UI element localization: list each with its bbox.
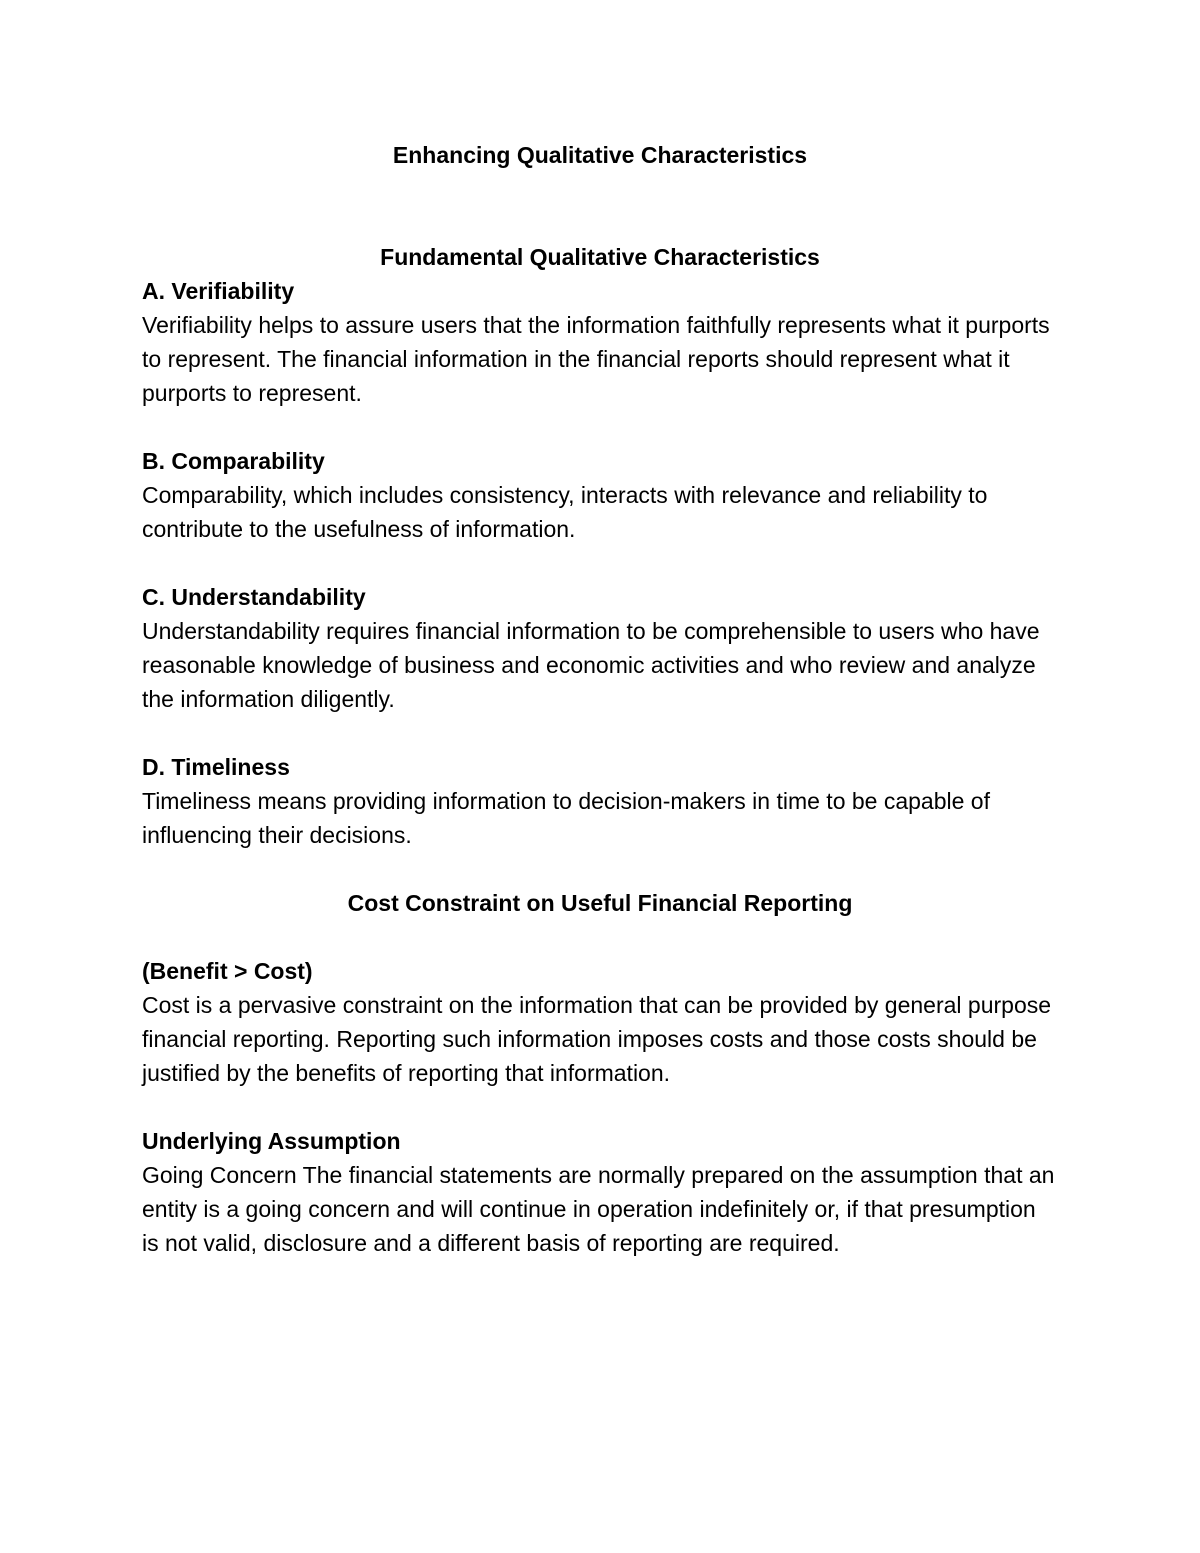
section-heading-fundamental: Fundamental Qualitative Characteristics [380,244,820,270]
item-body: Cost is a pervasive constraint on the information that can be provided by general purpose financial reporting. Reporting such information imposes costs and those costs should be justified by the benefits of reporting that information. [142,992,1052,1086]
item-timeliness [142,750,1058,852]
item-title: Underlying Assumption [142,1128,401,1154]
item-verifiability [142,274,1058,410]
item-understandability [142,580,1058,716]
item-body: Understandability requires financial information to be comprehensible to users who have reasonable knowledge of business and economic activities and who review and analyze the information diligently. [142,618,1040,712]
item-body: Timeliness means providing information to decision-makers in time to be capable of influencing their decisions. [142,788,990,848]
item-title: (Benefit > Cost) [142,958,313,984]
item-benefit-cost [142,954,1058,1090]
item-title: B. Comparability [142,448,325,474]
item-title: C. Understandability [142,584,366,610]
document-title: Enhancing Qualitative Characteristics [392,142,808,168]
item-body: Comparability, which includes consistency, interacts with relevance and reliability to contribute to the usefulness of information. [142,482,988,542]
item-body: Verifiability helps to assure users that the information faithfully represents what it purports to represent. The financial information in the financial reports should represent what it purports to represent. [142,312,1050,406]
item-underlying-assumption [142,1124,1058,1260]
item-comparability [142,444,1058,546]
item-title: D. Timeliness [142,754,290,780]
item-title: A. Verifiability [142,278,295,304]
item-body: Going Concern The financial statements are normally prepared on the assumption that an entity is a going concern and will continue in operation indefinitely or, if that presumption is not valid, disclosure and a different basis of reporting are required. [142,1162,1055,1256]
document-content [142,138,1058,1260]
section-heading-cost-constraint: Cost Constraint on Useful Financial Reporting [347,890,853,916]
